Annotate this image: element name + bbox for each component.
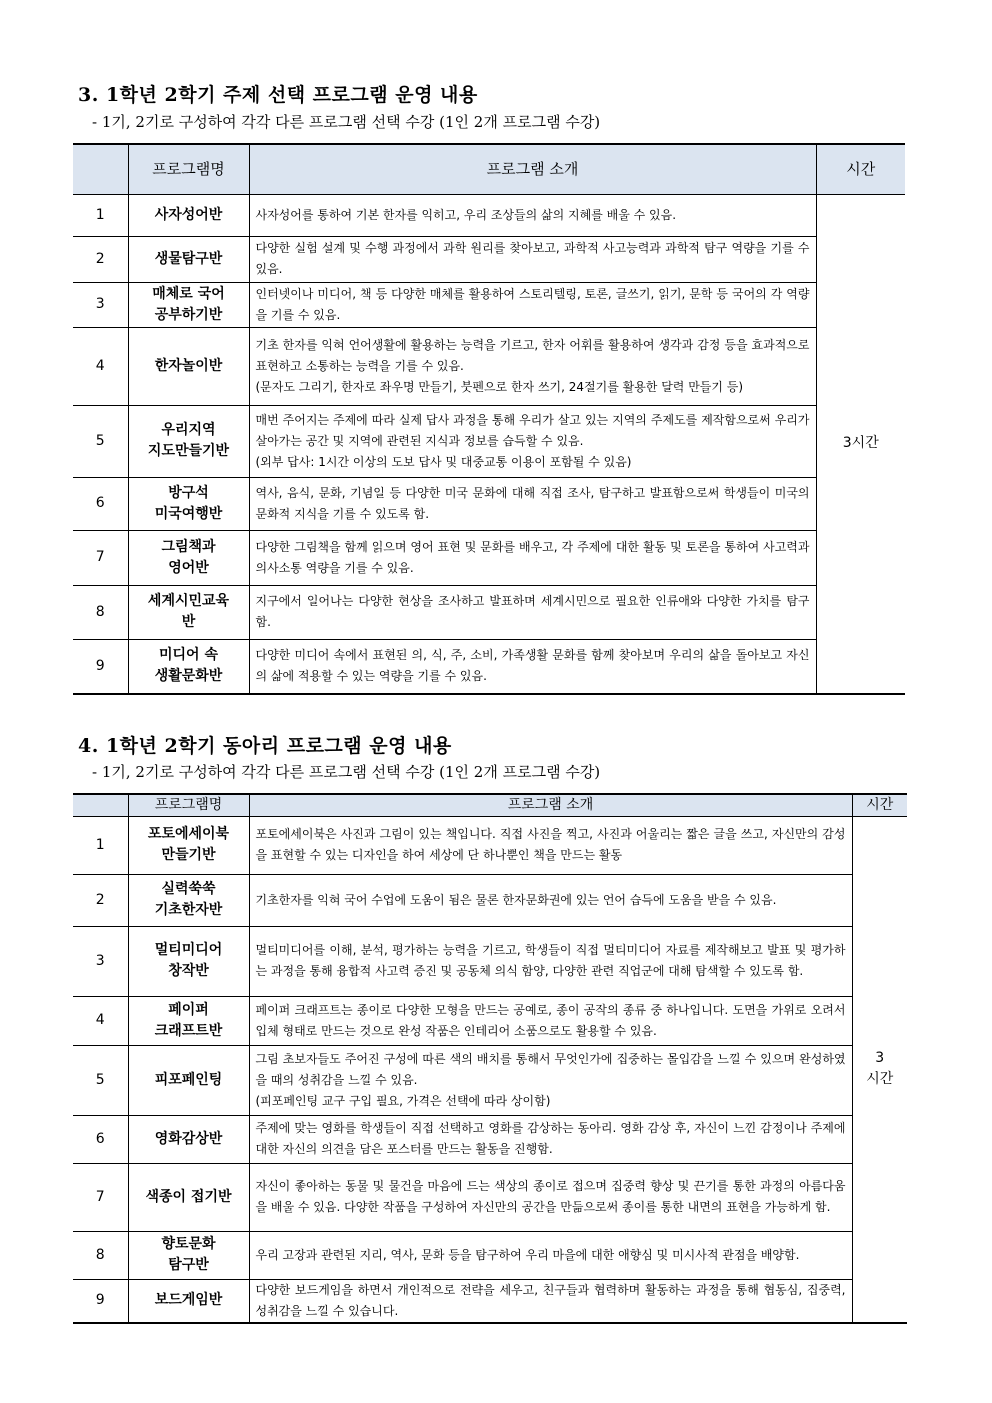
section-3-subtitle: - 1기, 2기로 구성하여 각각 다른 프로그램 선택 수강 (1인 2개 프로그램 수강): [92, 113, 601, 131]
program-description: 다양한 보드게임을 하면서 개인적으로 전략을 세우고, 친구들과 협력하며 활동하는 과정을 통해 협동심, 집중력, 성취감을 느낄 수 있습니다.: [249, 1279, 852, 1323]
program-name: 사자성어반: [128, 194, 249, 236]
row-number: 6: [73, 1115, 128, 1163]
table-row: [73, 1279, 907, 1323]
program-description: 매번 주어지는 주제에 따라 실제 답사 과정을 통해 우리가 살고 있는 지역의 주제도를 제작함으로써 우리가 살아가는 공간 및 지역에 관련된 지식과 정보를 습득할 수 있음. (외부 답사: 1시간 이상의 도보 답사 및 대중교통 이용이 포함될 수 있음): [249, 405, 816, 477]
row-number: 4: [73, 327, 128, 405]
program-name: 향토문화 탐구반: [128, 1231, 249, 1279]
program-description: 우리 고장과 관련된 지리, 역사, 문화 등을 탐구하여 우리 마을에 대한 애향심 및 미시사적 관점을 배양함.: [249, 1231, 852, 1279]
section-3-title: 3. 1학년 2학기 주제 선택 프로그램 운영 내용: [78, 84, 478, 106]
table-row: [73, 996, 907, 1045]
program-description: 사자성어를 통하여 기본 한자를 익히고, 우리 조상들의 삶의 지혜를 배울 수 있음.: [249, 194, 816, 236]
row-number: 2: [73, 874, 128, 926]
program-description: 기초한자를 익혀 국어 수업에 도움이 됨은 물론 한자문화권에 있는 언어 습득에 도움을 받을 수 있음.: [249, 874, 852, 926]
table-row: [73, 1231, 907, 1279]
row-number: 1: [73, 194, 128, 236]
table-row: [73, 639, 905, 694]
section-4-title: 4. 1학년 2학기 동아리 프로그램 운영 내용: [78, 735, 452, 757]
header-number: [73, 794, 128, 816]
program-description: 페이퍼 크래프트는 종이로 다양한 모형을 만드는 공예로, 종이 공작의 종류 중 하나입니다. 도면을 가위로 오려서 입체 형태로 만드는 것으로 완성 작품은 인테리어 소품으로도 활용할 수 있음.: [249, 996, 852, 1045]
club-program-table: [73, 793, 907, 1324]
table-row: [73, 816, 907, 874]
program-description: 자신이 좋아하는 동물 및 물건을 마음에 드는 색상의 종이로 접으며 집중력 향상 및 끈기를 통한 과정의 아름다움을 배울 수 있음. 다양한 작품을 구성하여 자신만의 공간을 만듦으로써 종이를 통한 내면의 표현을 가능하게 함.: [249, 1163, 852, 1231]
table-row: [73, 194, 905, 236]
header-time: 시간: [816, 144, 905, 194]
program-name: 생물탐구반: [128, 236, 249, 282]
program-name: 그림책과 영어반: [128, 530, 249, 585]
header-program-intro: 프로그램 소개: [249, 144, 816, 194]
table-header-row: [73, 144, 905, 194]
program-name: 영화감상반: [128, 1115, 249, 1163]
table-header-row: [73, 794, 907, 816]
header-program-name: 프로그램명: [128, 794, 249, 816]
table-row: [73, 477, 905, 530]
program-name: 보드게임반: [128, 1279, 249, 1323]
section-4-subtitle: - 1기, 2기로 구성하여 각각 다른 프로그램 선택 수강 (1인 2개 프로그램 수강): [92, 763, 601, 781]
row-number: 3: [73, 926, 128, 996]
program-name: 실력쑥쑥 기초한자반: [128, 874, 249, 926]
table-row: [73, 530, 905, 585]
program-name: 색종이 접기반: [128, 1163, 249, 1231]
table-row: [73, 327, 905, 405]
program-description: 기초 한자를 익혀 언어생활에 활용하는 능력을 기르고, 한자 어휘를 활용하여 생각과 감정 등을 효과적으로 표현하고 소통하는 능력을 기를 수 있음. (문자도 그리기, 한자로 좌우명 만들기, 붓펜으로 한자 쓰기, 24절기를 활용한 달력 만들기 등): [249, 327, 816, 405]
table-row: [73, 1115, 907, 1163]
program-name: 미디어 속 생활문화반: [128, 639, 249, 694]
row-number: 9: [73, 1279, 128, 1323]
topic-program-table: [73, 143, 905, 695]
program-name: 멀티미디어 창작반: [128, 926, 249, 996]
row-number: 6: [73, 477, 128, 530]
row-number: 5: [73, 405, 128, 477]
row-number: 7: [73, 530, 128, 585]
table-row: [73, 1163, 907, 1231]
program-description: 역사, 음식, 문화, 기념일 등 다양한 미국 문화에 대해 직접 조사, 탐구하고 발표함으로써 학생들이 미국의 문화적 지식을 기를 수 있도록 함.: [249, 477, 816, 530]
duration-cell: 3시간: [816, 194, 905, 694]
row-number: 3: [73, 282, 128, 327]
program-name: 포토에세이북 만들기반: [128, 816, 249, 874]
table-row: [73, 405, 905, 477]
program-description: 다양한 그림책을 함께 읽으며 영어 표현 및 문화를 배우고, 각 주제에 대한 활동 및 토론을 통하여 사고력과 의사소통 역량을 기를 수 있음.: [249, 530, 816, 585]
table-row: [73, 282, 905, 327]
table-row: [73, 1045, 907, 1115]
program-name: 우리지역 지도만들기반: [128, 405, 249, 477]
row-number: 4: [73, 996, 128, 1045]
header-number: [73, 144, 128, 194]
program-description: 다양한 실험 설계 및 수행 과정에서 과학 원리를 찾아보고, 과학적 사고능력과 과학적 탐구 역량을 기를 수 있음.: [249, 236, 816, 282]
program-description: 멀티미디어를 이해, 분석, 평가하는 능력을 기르고, 학생들이 직접 멀티미디어 자료를 제작해보고 발표 및 평가하는 과정을 통해 융합적 사고력 증진 및 공동체 의식 함양, 다양한 관련 직업군에 대해 탐색할 수 있도록 함.: [249, 926, 852, 996]
program-name: 매체로 국어 공부하기반: [128, 282, 249, 327]
table-row: [73, 585, 905, 639]
table-row: [73, 926, 907, 996]
program-description: 주제에 맞는 영화를 학생들이 직접 선택하고 영화를 감상하는 동아리. 영화 감상 후, 자신이 느낀 감정이나 주제에 대한 자신의 의견을 담은 포스터를 만드는 활동을 진행함.: [249, 1115, 852, 1163]
header-program-intro: 프로그램 소개: [249, 794, 852, 816]
program-name: 피포페인팅: [128, 1045, 249, 1115]
row-number: 8: [73, 1231, 128, 1279]
duration-cell: 3 시간: [852, 816, 907, 1323]
row-number: 5: [73, 1045, 128, 1115]
program-description: 지구에서 일어나는 다양한 현상을 조사하고 발표하며 세계시민으로 필요한 인류애와 다양한 가치를 탐구함.: [249, 585, 816, 639]
row-number: 2: [73, 236, 128, 282]
program-name: 페이퍼 크래프트반: [128, 996, 249, 1045]
program-description: 그림 초보자들도 주어진 구성에 따른 색의 배치를 통해서 무엇인가에 집중하는 몰입감을 느낄 수 있으며 완성하였을 때의 성취감을 느낄 수 있음. (피포페인팅 교구 구입 필요, 가격은 선택에 따라 상이함): [249, 1045, 852, 1115]
table-row: [73, 236, 905, 282]
row-number: 7: [73, 1163, 128, 1231]
program-name: 세계시민교육 반: [128, 585, 249, 639]
program-description: 다양한 미디어 속에서 표현된 의, 식, 주, 소비, 가족생활 문화를 함께 찾아보며 우리의 삶을 돌아보고 자신의 삶에 적용할 수 있는 역량을 기를 수 있음.: [249, 639, 816, 694]
row-number: 1: [73, 816, 128, 874]
program-name: 한자놀이반: [128, 327, 249, 405]
row-number: 8: [73, 585, 128, 639]
program-name: 방구석 미국여행반: [128, 477, 249, 530]
row-number: 9: [73, 639, 128, 694]
program-description: 인터넷이나 미디어, 책 등 다양한 매체를 활용하여 스토리텔링, 토론, 글쓰기, 읽기, 문학 등 국어의 각 역량을 기를 수 있음.: [249, 282, 816, 327]
program-description: 포토에세이북은 사진과 그림이 있는 책입니다. 직접 사진을 찍고, 사진과 어울리는 짧은 글을 쓰고, 자신만의 감성을 표현할 수 있는 디자인을 하여 세상에 단 하나뿐인 책을 만드는 활동: [249, 816, 852, 874]
header-program-name: 프로그램명: [128, 144, 249, 194]
table-row: [73, 874, 907, 926]
header-time: 시간: [852, 794, 907, 816]
